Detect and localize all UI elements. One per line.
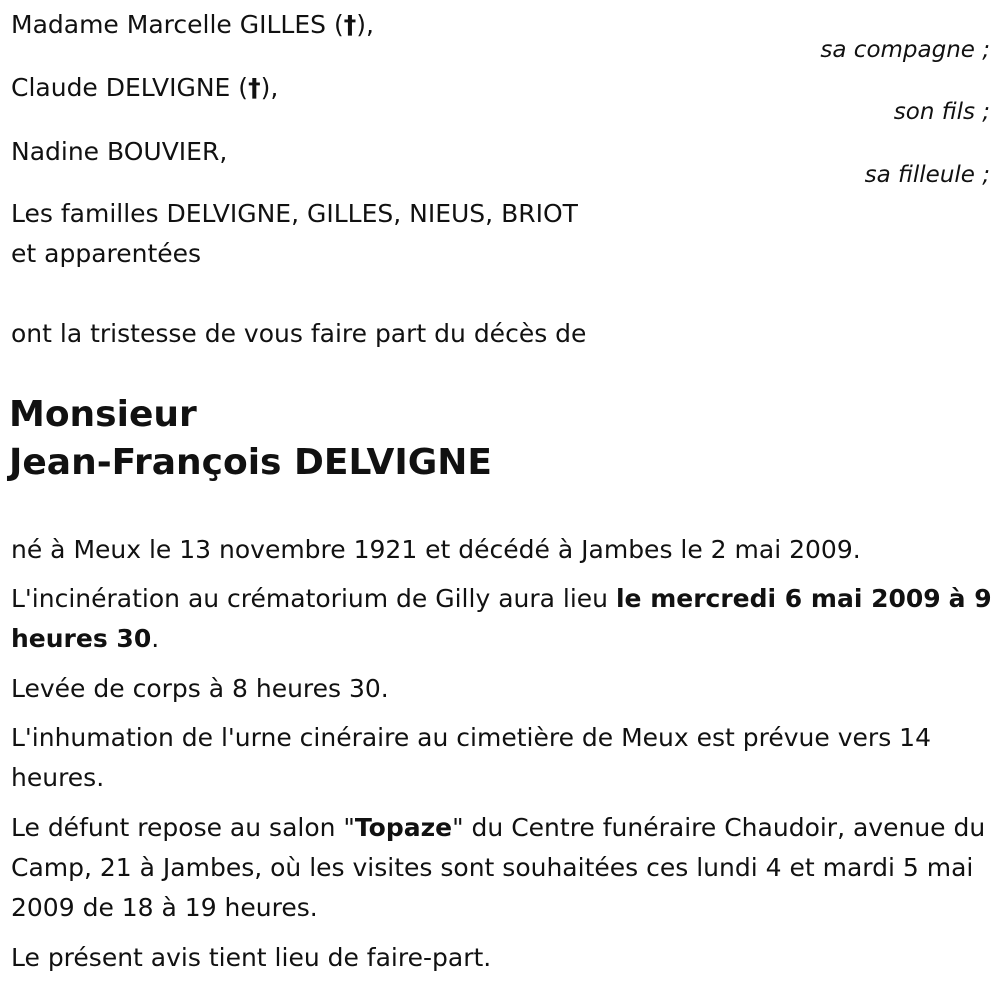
family-member-1-name: Madame Marcelle GILLES: [11, 10, 326, 39]
deceased-title: Monsieur: [9, 394, 197, 435]
family-member-2: [11, 73, 278, 103]
cremation-date: le mercredi 6 mai 2009: [615, 584, 941, 613]
cremation-intro: L'incinération au crématorium de Gilly aura lieu: [11, 584, 616, 613]
salon-text: [11, 808, 996, 928]
cross-icon: †: [248, 73, 261, 102]
family-member-2-relation: son fils ;: [893, 99, 990, 125]
cremation-text: [11, 579, 996, 659]
salon-rest: " du Centre funéraire Chaudoir, avenue du Camp, 21 à Jambes, où les visites sont souhaitées ces lundi 4 et mardi 5 mai 2009 de 18 à 19 heures.: [11, 813, 986, 922]
salon-name: Topaze: [354, 813, 453, 842]
families-line-2: et apparentées: [11, 239, 202, 268]
family-member-1: [11, 10, 374, 40]
birth-death-text: né à Meux le 13 novembre 1921 et décédé à Jambes le 2 mai 2009.: [11, 535, 861, 564]
families-line-1: Les familles DELVIGNE, GILLES, NIEUS, BRIOT: [11, 199, 578, 228]
deceased-mark: (†),: [238, 73, 279, 102]
family-member-3-name: Nadine BOUVIER,: [11, 137, 228, 166]
family-member-2-name: Claude DELVIGNE: [11, 73, 231, 102]
levee-text: Levée de corps à 8 heures 30.: [11, 674, 389, 703]
deceased-name: Jean-François DELVIGNE: [9, 442, 492, 483]
deceased-mark: (†),: [333, 10, 374, 39]
salon-intro: Le défunt repose au salon ": [11, 813, 355, 842]
cremation-time: à 9 heures 30: [11, 584, 992, 653]
cross-icon: †: [343, 10, 357, 39]
cremation-end: .: [151, 624, 160, 653]
inhumation-text: L'inhumation de l'urne cinéraire au cimetière de Meux est prévue vers 14 heures.: [11, 723, 931, 792]
family-member-1-relation: sa compagne ;: [820, 37, 990, 63]
announcement-text: ont la tristesse de vous faire part du décès de: [11, 319, 587, 348]
closing-text: Le présent avis tient lieu de faire-part.: [11, 943, 492, 972]
family-member-3-relation: sa filleule ;: [864, 162, 990, 188]
